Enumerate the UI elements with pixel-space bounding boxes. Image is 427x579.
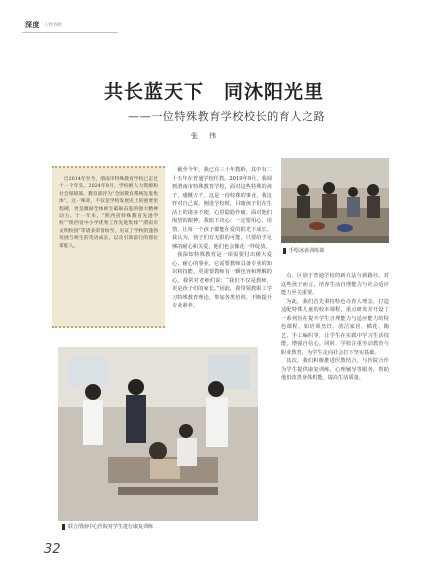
intro-box bbox=[52, 166, 165, 328]
intro-text: 自2014年至今，渭南市特殊教育学校已走过十一个年头。2024年9月，学校被人力资源和社会保障部、教育部评为“全国教育系统先进集体”。这一殊荣，不仅是学校发展史上的重要里程碑，更是激励全体师生砥砺奋进的强大精神动力。十一年来，“陕西省特殊教育先进学校”“陕西省中小学优秀工作先进集体”“渭南市文明校园”等诸多荣誉纷至，见证了学校的蓬勃发展与师生的笑语成长，以及引领前行的那位掌舵人。 bbox=[59, 177, 158, 249]
caption-marker bbox=[62, 524, 65, 530]
caption-text: 联合渭南中心医院对学生进行康复训练 bbox=[68, 524, 154, 530]
photo-curling-class bbox=[281, 158, 389, 243]
article-author: 张 伟 bbox=[191, 132, 218, 140]
article-title: 共长蓝天下 同沐阳光里 bbox=[104, 81, 325, 103]
right-paragraph: 为此，我们首先秉持特色办育人理念，打造适配特殊儿童的校本课程，重点研发并开设了一系列旨在提升学生自理能力与适应能力的特色课程，如培训烹饪、清洁家居、插花、陶艺、手工编织等，让学生在实践中学习生活技能，增强自信心。同时，学校注重劳动教育与职业教育，为学生走向社会打下坚实基础。 bbox=[281, 298, 389, 356]
photo-rehab-training bbox=[58, 347, 258, 521]
caption-text: 手绘冰壶训练课 bbox=[289, 248, 325, 254]
page-number: 32 bbox=[44, 542, 61, 557]
right-column bbox=[281, 272, 389, 383]
section-label: 深度 bbox=[25, 19, 40, 29]
right-paragraph: 其次，我们积极推进医教结合，与医院合作为学生提供康复训练、心理辅导等服务，帮助他们改善身体机能，提高生活质量。 bbox=[281, 358, 389, 381]
header-divider bbox=[22, 32, 118, 33]
photo-caption-bottom bbox=[62, 523, 153, 530]
photo-caption-top bbox=[283, 247, 324, 254]
section-header bbox=[22, 20, 116, 29]
middle-column bbox=[172, 166, 272, 311]
middle-paragraph: 我深知特殊教育是一项需要付出极大爱心、耐心的事业，它需要教师具备专业的知识和技能，更需要教师有一颗包容和理解的心。我常对老师们说：“我们不仅是教师，更是孩子们的家长。”因此，我带领教职工学习特殊教育理论，参加各类培训，不断提升专业素养。 bbox=[172, 252, 272, 309]
middle-paragraph: 截至今年，我已有三十年教龄，其中有二十五年在普通学校任教。2019年9月，我调到渭南市特殊教育学校，面对这些特殊的孩子，感慨万千。这是一份特殊的事业，我这样对自己说。刚进学校时，目睹孩子们在生活上的诸多不便，心里隐隐作痛。面对他们渴望的眼神，我暗下决心：一定要用心、用情，让每一个孩子都能在爱的阳光下成长。我认为，孩子们有无限的可能，只要给予足够的耐心和关爱，他们也会像花一样绽放。 bbox=[172, 167, 272, 250]
right-paragraph: 点、区别于普通学校的新方法与新路径。对这些孩子而言，培养生活自理能力与社会适应能力至关重要。 bbox=[281, 273, 389, 296]
header-bar bbox=[0, 0, 427, 34]
article-subtitle: ——一位特殊教育学校校长的育人之路 bbox=[128, 110, 326, 123]
caption-marker bbox=[283, 248, 286, 254]
subsection-label: 人物春秋 bbox=[44, 22, 62, 28]
